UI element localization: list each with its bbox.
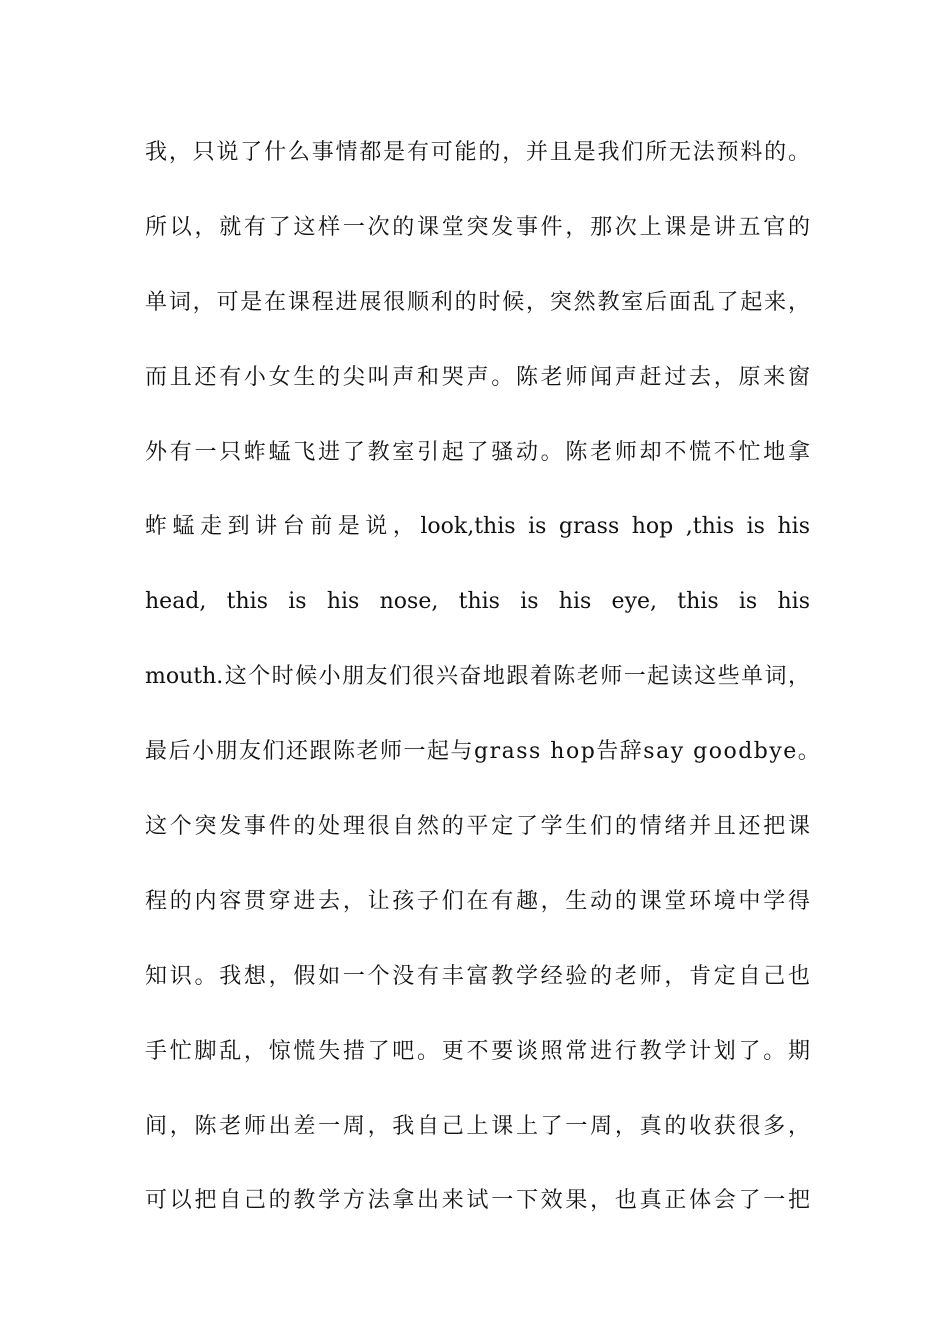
text-line-1: 我，只说了什么事情都是有可能的，并且是我们所无法预料的。 — [145, 140, 810, 165]
text-line-14: 间，陈老师出差一周，我自己上课上了一周，真的收获很多， — [145, 1113, 810, 1139]
body-text — [145, 131, 822, 1254]
text-line-4: 而且还有小女生的尖叫声和哭声。陈老师闻声赶过去，原来窗 — [145, 364, 810, 390]
text-line-3: 单词，可是在课程进展很顺利的时候，突然教室后面乱了起来， — [145, 289, 810, 315]
text-line-12: 知识。我想，假如一个没有丰富教学经验的老师，肯定自己也 — [145, 963, 810, 989]
text-line-11: 程的内容贯穿进去，让孩子们在有趣，生动的课堂环境中学得 — [145, 888, 810, 914]
text-line-8: mouth.这个时候小朋友们很兴奋地跟着陈老师一起读这些单词， — [145, 664, 810, 690]
text-line-13: 手忙脚乱，惊慌失措了吧。更不要谈照常进行教学计划了。期 — [145, 1038, 810, 1064]
text-line-9: 最后小朋友们还跟陈老师一起与grass hop告辞say goodbye。 — [145, 739, 822, 765]
text-line-2: 所以，就有了这样一次的课堂突发事件，那次上课是讲五官的 — [145, 214, 810, 240]
text-line-10: 这个突发事件的处理很自然的平定了学生们的情绪并且还把课 — [145, 814, 810, 840]
text-line-15: 可以把自己的教学方法拿出来试一下效果，也真正体会了一把 — [145, 1188, 810, 1214]
text-line-5: 外有一只蚱蜢飞进了教室引起了骚动。陈老师却不慌不忙地拿 — [145, 439, 810, 465]
text-line-7: head, this is his nose, this is his eye, this is his — [145, 589, 810, 615]
text-line-6: 蚱蜢走到讲台前是说，look,this is grass hop ,this is his — [145, 514, 810, 540]
